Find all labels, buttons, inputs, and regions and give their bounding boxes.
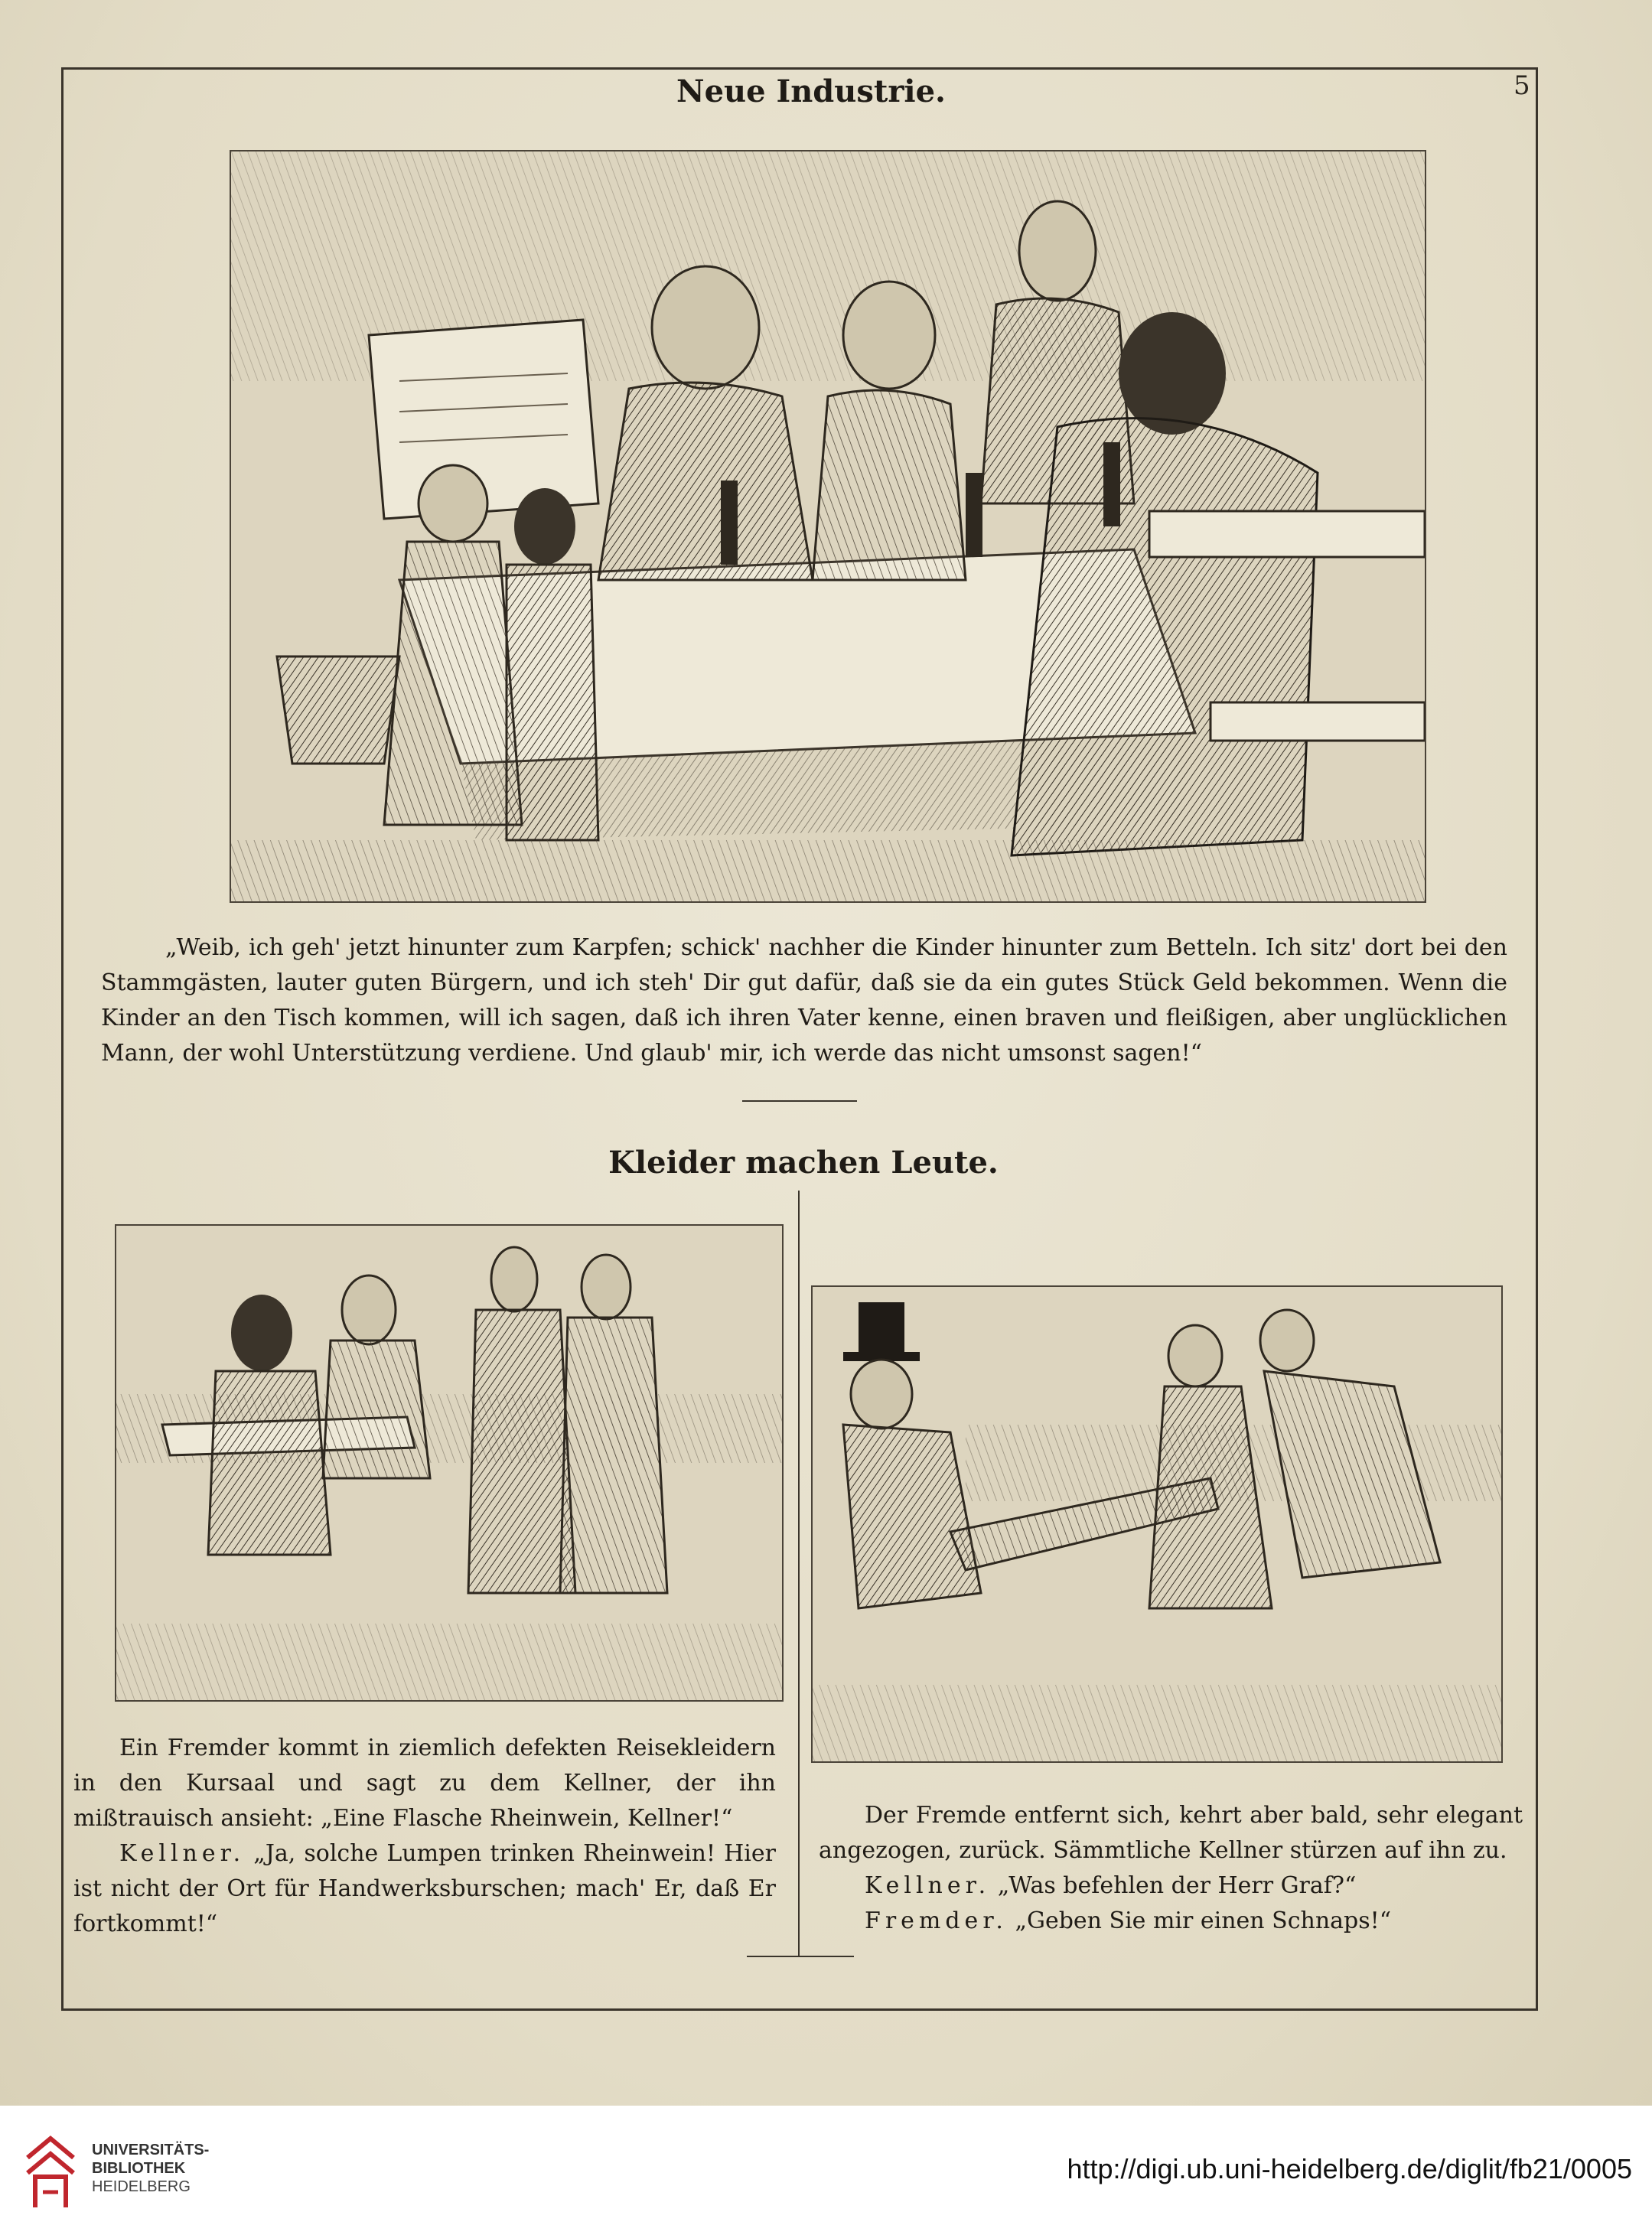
library-name [92, 2141, 209, 2196]
kellner-question: „Was befehlen der Herr Graf?“ [997, 1872, 1357, 1899]
illustration-elegant-stranger [811, 1285, 1503, 1763]
illustration-shabby-stranger [115, 1224, 784, 1702]
shabby-stranger-engraving [116, 1226, 782, 1700]
speaker-kellner: Kellner. [119, 1840, 246, 1867]
caption-right-column [819, 1798, 1523, 1939]
caption-left-column [73, 1731, 776, 1942]
section-title-neue-industrie: Neue Industrie. [676, 73, 946, 109]
elegant-stranger-engraving [813, 1287, 1501, 1761]
divider-short [742, 1100, 857, 1102]
right-caption-intro: Der Fremde entfernt sich, kehrt aber bald, sehr elegant angezogen, zurück. Sämmtliche Kellner stürzen auf ihn zu. [819, 1802, 1523, 1864]
speaker-fremder: Fremder. [865, 1907, 1008, 1934]
divider-bottom [747, 1956, 854, 1957]
speaker-kellner-2: Kellner. [865, 1872, 991, 1899]
right-caption-line1 [819, 1868, 1523, 1904]
column-divider [798, 1191, 800, 1956]
section-title-kleider-machen-leute: Kleider machen Leute. [608, 1145, 999, 1181]
permalink-url[interactable]: http://digi.ub.uni-heidelberg.de/diglit/fb21/0005 [1067, 2153, 1632, 2184]
kellner-speech: „Ja, solche Lumpen trinken Rheinwein! Hier ist nicht der Ort für Handwerksburschen; mach' Er, daß Er fortkommt!“ [73, 1840, 776, 1937]
viewer-footer [0, 2106, 1652, 2225]
left-caption-dialogue [73, 1836, 776, 1942]
library-logo-icon[interactable] [20, 2135, 81, 2211]
library-name-line2: BIBLIOTHEK [92, 2160, 186, 2177]
right-caption-line2 [819, 1904, 1523, 1939]
left-caption-intro: Ein Fremder kommt in ziemlich defekten Reisekleidern in den Kursaal und sagt zu dem Kellner, der ihn mißtrauisch ansieht: „Eine Flasche Rheinwein, Kellner!“ [73, 1735, 776, 1832]
fremder-reply: „Geben Sie mir einen Schnaps!“ [1015, 1907, 1392, 1934]
library-name-line1: UNIVERSITÄTS- [92, 2142, 210, 2158]
caption-neue-industrie: „Weib, ich geh' jetzt hinunter zum Karpfen; schick' nachher die Kinder hinunter zum Betteln. Ich sitz' dort bei den Stammgästen, lauter guten Bürgern, und ich steh' Dir gut dafür, daß sie da ein gutes Stück Geld bekommen. Wenn die Kinder an den Tisch kommen, will ich sagen, daß ich ihren Vater kenne, einen braven und fleißigen, aber unglücklichen Mann, der wohl Unterstützung verdiene. Und glaub' mir, ich werde das nicht umsonst sagen!“ [101, 934, 1507, 1067]
tavern-engraving [231, 151, 1425, 901]
page-number: 5 [1514, 70, 1530, 101]
library-name-line3: HEIDELBERG [92, 2178, 191, 2195]
illustration-tavern-scene [230, 150, 1426, 903]
